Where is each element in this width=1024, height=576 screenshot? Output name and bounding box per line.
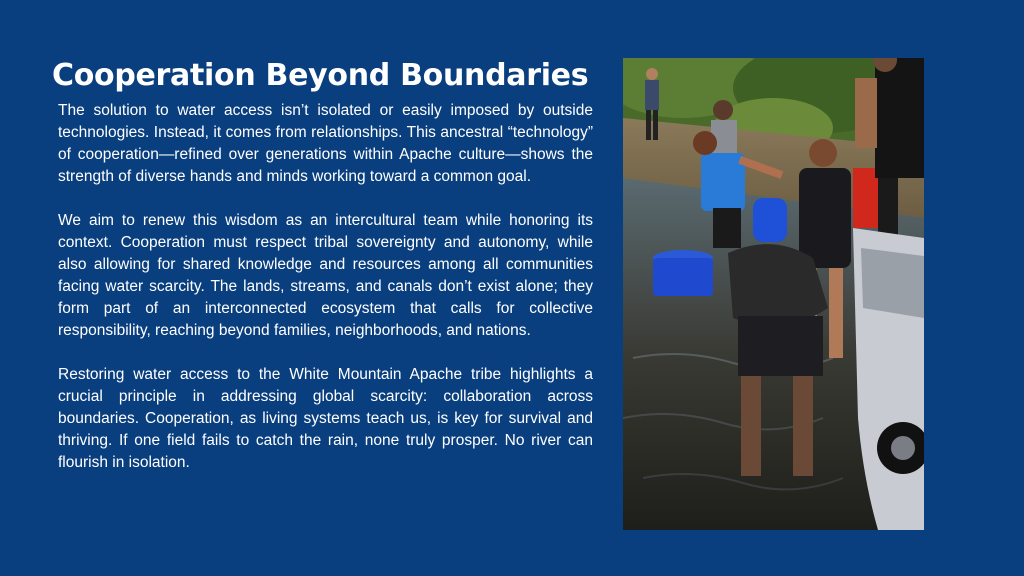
paragraph-1: The solution to water access isn’t isolated or easily imposed by outside technologies. Instead, it comes from relationships. This ancestral “technology” of cooperation—refined over generations within Apache culture—shows the strength of diverse hands and minds working toward a common goal. (58, 102, 593, 185)
photo-people-carrying-water-in-stream (623, 58, 924, 530)
paragraph-3: Restoring water access to the White Mountain Apache tribe highlights a crucial principle in addressing global scarcity: collaboration across boundaries. Cooperation, as living systems teach us, is key for survival and thriving. If one field fails to catch the rain, none truly prosper. No river can flourish in isolation. (58, 366, 593, 471)
paragraph-2: We aim to renew this wisdom as an intercultural team while honoring its context. Cooperation must respect tribal sovereignty and autonomy, while also allowing for shared knowledge and resources among all communities facing water scarcity. The lands, streams, and canals don’t exist alone; they form part of an interconnected ecosystem that calls for collective responsibility, reaching beyond families, neighborhoods, and nations. (58, 212, 593, 339)
slide-body (58, 100, 593, 496)
slide-title: Cooperation Beyond Boundaries (52, 58, 589, 93)
photo-illustration (623, 58, 924, 530)
person-blue-shirt (701, 153, 745, 211)
blue-bucket (653, 258, 713, 296)
